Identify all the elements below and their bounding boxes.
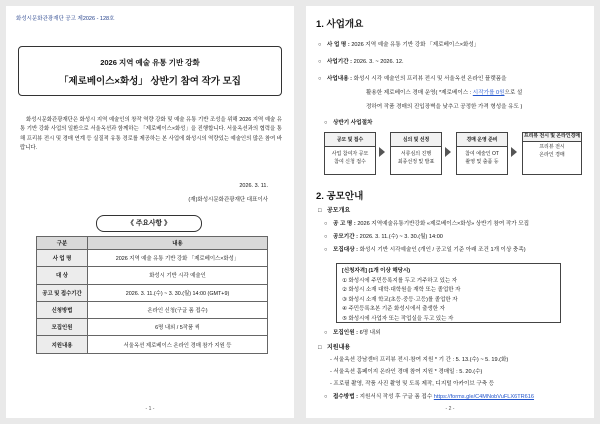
- content-line-2a: 활용한 제로베이스 경매 운영(: [366, 90, 438, 96]
- sub-heading-overview-text: 공모개요: [327, 208, 351, 214]
- notice-number: 화성시문화관광재단 공고 제2026 - 128호: [16, 16, 115, 22]
- content-row: [318, 74, 507, 82]
- recruit-count-value: 6명 내외: [359, 330, 381, 336]
- content-line-2d: 으로 설: [504, 90, 523, 96]
- flow-step-line: 최종선정 및 발표: [397, 159, 435, 165]
- flow-step-line: 촬영 및 출품 등: [465, 159, 499, 165]
- circle-bullet-icon: ○: [324, 247, 328, 253]
- support-item: - 프로필 촬영, 작품 사진 촬영 및 도록 제작, 디지털 아카이브 구축 등: [330, 381, 495, 387]
- organization-signature: (재)화성시문화관광재단 대표이사: [188, 197, 268, 203]
- circle-bullet-icon: ○: [324, 234, 328, 240]
- circle-bullet-icon: ○: [318, 76, 322, 82]
- recruit-target-key: 모집대상 :: [333, 247, 359, 253]
- intro-paragraph: 화성시문화관광재단은 화성시 지역 예술인의 창작 역량 강화 및 예술 유통 기반 조성을 위해 2026 지역 예술 유통 기반 강화 사업의 일환으로 서울옥션과 함께하는 「제로베이스×화성」을 진행합니다. 서울옥션과의 협력을 통해 프리뷰 전시 및 경매 연계 등 실질적 유통 경로를 제공하는 본 사업에 화성시의 역량있는 예술인의 많은 참여 바랍니다.: [20, 117, 282, 152]
- flow-step-head: 경매 운영 준비: [457, 133, 507, 147]
- page-1: [6, 6, 294, 418]
- apply-row: [324, 392, 534, 400]
- flow-step-line: 프리뷰 전시: [539, 144, 565, 150]
- row-value: 2026. 3. 11.(수) ~ 3. 30.(월) 14:00 (GMT+9): [88, 284, 268, 301]
- biz-name-value: 2026 지역 예술 유통 기반 강화 「제로베이스×화성」: [351, 42, 480, 48]
- row-label: 공고 및 접수기간: [37, 284, 88, 301]
- section-1-heading: 1. 사업개요: [316, 19, 364, 30]
- recruit-name-value: 2026 지역예술유통기반강화 «제로베이스×화성» 상반기 참여 작가 모집: [357, 221, 530, 227]
- recruit-period-key: 공모기간 :: [333, 234, 359, 240]
- row-value: 화성시 기반 시각 예술인: [88, 267, 268, 284]
- eligibility-item: ④ 주민등록초본 기준 화성시에서 출생한 자: [342, 306, 445, 313]
- eligibility-item: ③ 화성시 소재 학교(초등·중등·고등)를 졸업한 자: [342, 296, 458, 303]
- content-line-1: 화성시 시각 예술인의 프리뷰 전시 및 서울옥션 온라인 플랫폼을: [353, 76, 507, 82]
- table-row: [37, 319, 268, 336]
- circle-bullet-icon: ○: [324, 330, 328, 336]
- page-2: [306, 6, 594, 418]
- row-value: 6명 내외 / 5작품 씩: [88, 319, 268, 336]
- row-value: 2026 지역 예술 유통 기반 강화 「제로베이스×화성」: [88, 250, 268, 267]
- support-item: - 서울옥션 홈페이지 온라인 경매 참여 지원 * 경매일 : 5. 20.(수): [330, 369, 483, 375]
- flow-step-head: 심의 및 선정: [391, 133, 441, 147]
- flow-step-line: 사업 참여자 공모: [331, 151, 369, 157]
- recruit-target-value: 화성시 기반 시각예술인 (개인 / 공고일 기준 아래 조건 1개 이상 충족): [359, 247, 526, 253]
- recruit-period-row: [324, 232, 443, 240]
- eligibility-heading: [신청자격] (1개 이상 해당시): [342, 268, 411, 274]
- content-key: 사업내용 :: [327, 76, 353, 82]
- arrow-right-icon: [511, 147, 517, 157]
- period-row: [318, 57, 404, 65]
- support-item: - 서울옥션 강남센터 프리뷰 전시·참여 지원 * 기 간 : 5. 13.(수) ~ 5. 19.(화): [330, 357, 509, 363]
- circle-bullet-icon: ○: [324, 120, 328, 126]
- row-value: 온라인 신청(구글 폼 접수): [88, 301, 268, 318]
- flow-step-line: 참여 신청 접수: [334, 159, 366, 165]
- circle-bullet-icon: ○: [318, 42, 322, 48]
- flow-step: [456, 132, 508, 175]
- flow-step-line: 참여 예술인 OT: [465, 151, 499, 157]
- title-box: [18, 46, 282, 96]
- row-value: 서울옥션 제로베이스 온라인 경매 참가 지원 등: [88, 336, 268, 353]
- eligibility-item: ② 화성시 소재 대학·대학원을 재학 또는 졸업한 자: [342, 287, 461, 294]
- table-row: [37, 284, 268, 301]
- page-number: - 2 -: [445, 406, 455, 412]
- biz-name-key: 사 업 명 :: [327, 42, 350, 48]
- title-line-1: 2026 지역 예술 유통 기반 강화: [100, 58, 200, 67]
- biz-name-row: [318, 40, 479, 48]
- arrow-right-icon: [445, 147, 451, 157]
- title-line-2: 「제로베이스×화성」 상반기 참여 작가 모집: [59, 76, 241, 87]
- flow-title: 상반기 사업절차: [333, 120, 373, 126]
- recruit-name-row: [324, 219, 529, 227]
- square-bullet-icon: □: [318, 345, 322, 351]
- summary-label: 《 주요사항 》: [96, 215, 202, 232]
- flow-step-head: 프리뷰 전시 및 온라인경매: [523, 133, 581, 142]
- circle-bullet-icon: ○: [324, 394, 328, 400]
- apply-value: 지원서식 작성 후 구글 폼 접수: [359, 394, 433, 400]
- recruit-period-value: 2026. 3. 11.(수) ~ 3. 30.(월) 14:00: [359, 234, 443, 240]
- eligibility-box: [336, 263, 561, 323]
- square-bullet-icon: □: [318, 208, 322, 214]
- flow-title-row: [324, 118, 372, 126]
- eligibility-item: ① 화성시에 주민등록지를 두고 거주하고 있는 자: [342, 277, 458, 284]
- sub-heading-support-text: 지원내용: [327, 345, 351, 351]
- recruit-name-key: 공 고 명 :: [333, 221, 356, 227]
- row-label: 사 업 명: [37, 250, 88, 267]
- table-header-row: [37, 237, 268, 250]
- table-row: [37, 336, 268, 353]
- notice-date: 2026. 3. 11.: [239, 183, 268, 189]
- table-header-cell: 구분: [37, 237, 88, 250]
- section-2-heading: 2. 공모안내: [316, 191, 364, 202]
- recruit-count-row: [324, 328, 381, 336]
- circle-bullet-icon: ○: [324, 221, 328, 227]
- flow-step-head: 공모 및 접수: [325, 133, 375, 147]
- recruit-target-row: [324, 245, 526, 253]
- flow-step-line: 서류심의 진행: [400, 151, 432, 157]
- period-value: 2026. 3. ~ 2026. 12.: [353, 59, 404, 65]
- content-line-3: 정하여 작품 경매의 진입장벽을 낮추고 공정한 가격 형성을 유도 ): [366, 104, 523, 110]
- table-row: [37, 250, 268, 267]
- table-row: [37, 301, 268, 318]
- recruit-count-key: 모집인원 :: [333, 330, 359, 336]
- sub-heading-support: [318, 342, 350, 351]
- row-label: 지원내용: [37, 336, 88, 353]
- circle-bullet-icon: ○: [318, 59, 322, 65]
- table-header-cell: 내용: [88, 237, 268, 250]
- row-label: 모집인원: [37, 319, 88, 336]
- row-label: 대 상: [37, 267, 88, 284]
- table-row: [37, 267, 268, 284]
- flow-step: [324, 132, 376, 175]
- row-label: 신청방법: [37, 301, 88, 318]
- google-form-link[interactable]: https://forms.gle/C4MNobVuFLX6TR616: [433, 394, 535, 400]
- sub-heading-overview: [318, 205, 350, 214]
- flow-step: [390, 132, 442, 175]
- arrow-right-icon: [379, 147, 385, 157]
- flow-step-line: 온라인 경매: [539, 152, 565, 158]
- flow-step: [522, 132, 582, 175]
- content-highlight: 시작가를 0원: [472, 90, 505, 96]
- page-number: - 1 -: [145, 406, 155, 412]
- content-line-2b: *제로베이스 :: [438, 90, 473, 96]
- content-line-2: [366, 88, 522, 96]
- period-key: 사업기간 :: [327, 59, 353, 65]
- apply-key: 접수방법 :: [333, 394, 359, 400]
- eligibility-item: ⑤ 화성시에 사업자 또는 작업실을 두고 있는 자: [342, 315, 454, 322]
- summary-table: [36, 236, 268, 354]
